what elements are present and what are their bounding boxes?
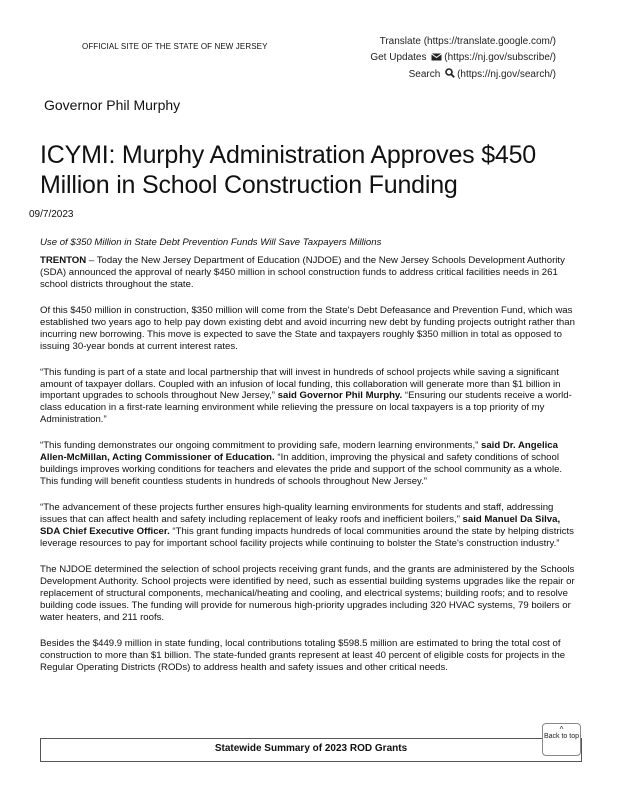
quote-text: “This grant funding impacts hundreds of local communities around the state by helping districts leverage resources to pay for important school facility projects while continuing to bolster the State's construction industry.” bbox=[40, 525, 574, 549]
search-label: Search bbox=[408, 69, 441, 80]
dateline: TRENTON bbox=[40, 254, 87, 266]
quote-text: “This funding is part of a state and local partnership that will invest in hundreds of school projects while saving a significant amount of taxpayer dollars. Coupled with an infusion of local funding, this collaboration will generate more than $1 billion in important upgrades to schools throughout New Jersey,” bbox=[40, 366, 561, 402]
back-to-top-label: Back to top bbox=[543, 733, 580, 740]
back-to-top-button[interactable] bbox=[542, 723, 581, 756]
quote-speaker: said Manuel Da Silva, SDA Chief Executive Officer. bbox=[40, 514, 561, 537]
paragraph bbox=[40, 502, 580, 550]
governor-name[interactable]: Governor Phil Murphy bbox=[44, 97, 181, 113]
search-link[interactable] bbox=[409, 68, 556, 80]
envelope-icon bbox=[431, 53, 442, 61]
official-site-banner: OFFICIAL SITE OF THE STATE OF NEW JERSEY bbox=[82, 42, 268, 51]
page-title: ICYMI: Murphy Administration Approves $450 Million in School Construction Funding bbox=[40, 141, 537, 199]
paragraph bbox=[40, 440, 580, 488]
quote-text: “In addition, improving the physical and safety conditions of school buildings improves working conditions for teachers and elevates the pride and support of the school community as a whole. This funding will benefit countless students in hundreds of schools throughout New Jersey.” bbox=[40, 452, 563, 488]
article-body bbox=[40, 237, 580, 688]
translate-link[interactable]: Translate (https://translate.google.com/) bbox=[379, 36, 556, 47]
paragraph bbox=[40, 367, 580, 427]
quote-text: “This funding demonstrates our ongoing commitment to providing safe, modern learning environments,” bbox=[40, 440, 479, 452]
grants-table-header bbox=[40, 738, 582, 762]
article-lead: Use of $350 Million in State Debt Prevention Funds Will Save Taxpayers Millions bbox=[40, 237, 382, 248]
get-updates-label: Get Updates bbox=[370, 52, 427, 63]
quote-speaker: said Governor Phil Murphy. bbox=[275, 390, 403, 402]
paragraph-text: – Today the New Jersey Department of Education (NJDOE) and the New Jersey Schools Development Authority (SDA) announced the approval of nearly $450 million in school construction funds to address critical facilities needs in 261 school districts throughout the state. bbox=[40, 254, 565, 290]
quote-speaker: said Dr. Angelica Allen-McMillan, Acting Commissioner of Education. bbox=[40, 440, 558, 464]
chevron-up-icon: ^ bbox=[559, 725, 564, 734]
quote-text: “Ensuring our students receive a world-class education in a first-rate learning environment while relieving the pressure on local taxpayers is a top priority of my Administration.” bbox=[40, 390, 572, 426]
search-url: (https://nj.gov/search/) bbox=[457, 69, 556, 80]
paragraph bbox=[40, 255, 580, 291]
table-title: Statewide Summary of 2023 ROD Grants bbox=[214, 743, 408, 754]
paragraph: Besides the $449.9 million in state funding, local contributions totaling $598.5 million are estimated to bring the total cost of construction to more than $1 billion. The state-funded grants represent at least 40 percent of eligible costs for projects in the Regular Operating Districts (RODs) to address health and safety issues and other critical needs. bbox=[40, 637, 566, 673]
search-icon bbox=[445, 68, 455, 78]
paragraph: Of this $450 million in construction, $350 million will come from the State's Debt Defeasance and Prevention Fund, which was established two years ago to help pay down existing debt and avoid incurring new debt by funding projects outright rather than incurring new borrowing. This move is expected to save the State and taxpayers roughly $350 million in total as opposed to issuing 30-year bonds at current interest rates. bbox=[40, 304, 575, 352]
paragraph: The NJDOE determined the selection of school projects receiving grant funds, and the grants are administered by the Schools Development Authority. School projects were identified by need, such as essential building systems upgrades like the repair or replacement of structural components, mechanical/heating and cooling, and electrical systems; building roofs; and to resolve building code issues. The funding will provide for numerous high-priority upgrades including 320 HVAC systems, 79 boilers or water heaters, and 211 roofs. bbox=[40, 563, 575, 623]
get-updates-url: (https://nj.gov/subscribe/) bbox=[444, 52, 556, 63]
quote-text: “The advancement of these projects further ensures high-quality learning environments for students and staff, addressing issues that can affect health and safety including replacement of leaky roofs and inefficient boilers,” bbox=[40, 502, 554, 526]
get-updates-link[interactable] bbox=[370, 52, 556, 63]
article-date: 09/7/2023 bbox=[29, 209, 74, 220]
